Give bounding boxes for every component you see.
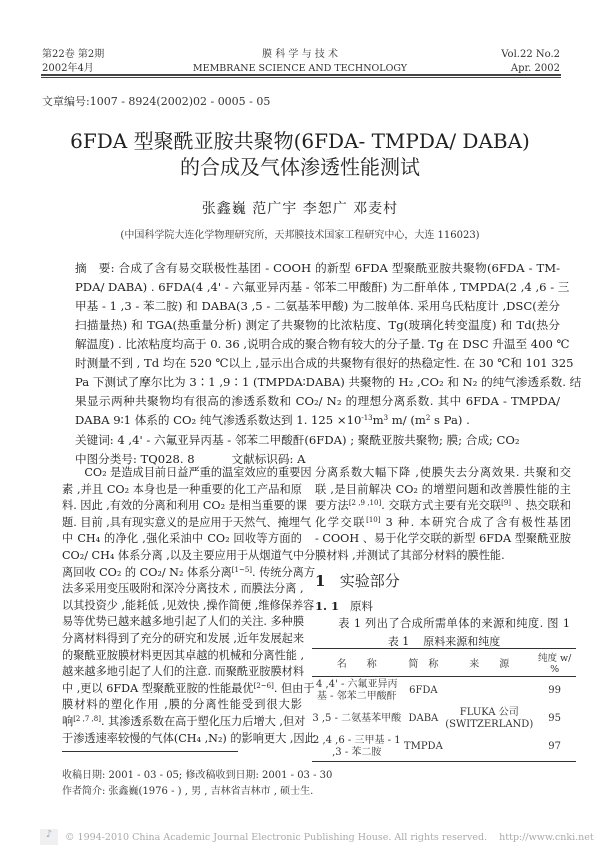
col-header-name: 名 称 (312, 649, 401, 677)
text-line: 越来越多地引起了人们的注意. 而聚酰亚胺膜材料 (62, 665, 305, 679)
text-line: DABA 9∶1 体系的 CO₂ 纯气渗透系数达到 1. $125 \times 10^{-13}m^3$ m/ ($m^2$ s Pa) . (75, 413, 470, 427)
text-line: 素 ,并且 CO₂ 本身也是一种重要的化工产品和原 (62, 482, 302, 496)
volume-issue: 第22卷 第2期 (42, 49, 105, 60)
section-number: 1 (315, 572, 326, 590)
article-number: 文章编号:1007 - 8924(2002)02 - 0005 - 05 (42, 95, 271, 108)
superscript: [1~5] (231, 565, 252, 574)
text-line: 的聚酰亚胺膜材料更因其卓越的机械和分离性能 , (62, 648, 305, 662)
section-title: 实验部分 (339, 572, 400, 590)
authors: 张鑫巍 范广宇 李恕广 邓麦村 (201, 201, 399, 217)
col-header-source: 来 源 (445, 649, 533, 677)
cell-name: 2 ,4 ,6 - 三甲基 - 1 ,3 - 苯二胺 (312, 735, 401, 758)
cell-source (445, 733, 533, 762)
journal-name-en: MEMBRANE SCIENCE AND TECHNOLOGY (192, 63, 408, 74)
text-line: 解温度) . 比浓粘度均高于 0. 36 ,说明合成的聚合物有较大的分子量. Tg 在 DSC 升温至 400 ℃ (75, 337, 570, 351)
subsection-title: 原料 (349, 599, 373, 613)
superscript: 2 (425, 414, 431, 422)
superscript: [2 ,7 ,8] (73, 715, 101, 723)
superscript: [9] (501, 499, 512, 508)
keywords: 关键词: 4 ,4' - 六氟亚异丙基 - 邻苯二甲酸酐(6FDA) ; 聚酰亚胺共聚物; 膜; 合成; CO₂ (75, 433, 520, 447)
text-line: 摘 要: 合成了含有易交联极性基团 - COOH 的新型 6FDA 型聚酰亚胺共聚物(6FDA - TM- (75, 261, 560, 275)
text-line: 化学交联[10] 3 种. 本研究合成了含有极性基团 (315, 515, 571, 529)
cell-abbr: 6FDA (409, 685, 438, 696)
text-line: 法多采用变压吸附和深冷分离技术 , 而膜法分离 , (62, 582, 304, 596)
superscript: [10] (366, 515, 381, 524)
text-line: 扫描量热) 和 TGA(热重量分析) 测定了共聚物的比浓粘度、Tg(玻璃化转变温度) 和 Td(热分 (75, 318, 560, 332)
text-line: PDA/ DABA) . 6FDA(4 ,4' - 六氟亚异丙基 - 邻苯二甲酸酐) 为二酐单体 , TMPDA(2 ,4 ,6 - 三 (75, 280, 570, 294)
table-row (312, 733, 576, 762)
text-line: 易等优势已越来越多地引起了人们的关注. 多种膜 (62, 615, 305, 629)
superscript: [2 ,9 ,10] (348, 499, 382, 508)
col-header-abbr: 简 称 (401, 649, 445, 677)
section-heading-1 (315, 570, 400, 591)
text-line: 膜材料的塑化作用 ,膜的分离性能受到很大影 (62, 698, 302, 712)
col-header-purity: 纯度 w/ % (533, 649, 576, 677)
journal-name-cn: 膜 科 学 与 技 术 (262, 49, 338, 60)
cell-purity: 97 (548, 741, 561, 752)
publication-date: 2002年4月 (42, 63, 94, 74)
table-caption: 表 1 原料来源和纯度 (387, 635, 501, 648)
text-line: 联 ,是目前解决 CO₂ 的增塑问题和改善膜性能的主 (315, 482, 571, 496)
section-text: 表 1 列出了合成所需单体的来源和纯度. 图 1 (315, 617, 570, 630)
text-line: 于渗透速率较慢的气体(CH₄ ,N₂) 的影响更大 ,因此 (62, 731, 316, 745)
subsection-number: 1. 1 (315, 599, 340, 613)
text-line: 膜材料 ,并测试了其部分材料的膜性能. (315, 549, 505, 562)
materials-table (312, 648, 576, 762)
text-line: CO₂/ CH₄ 体系分离 ,以及主要应用于从烟道气中分 (62, 549, 316, 562)
table-row (312, 705, 576, 733)
cell-purity: 99 (548, 685, 561, 696)
text-line: 料. 因此 ,有效的分离和利用 CO₂ 是相当重要的课 (62, 499, 307, 513)
header-rule-thin (41, 77, 561, 78)
text-line: 分离系数大幅下降 ,使膜失去分离效果. 共聚和交 (315, 466, 571, 479)
date-en: Apr. 2002 (510, 63, 560, 74)
text-line: Pa 下测试了摩尔比为 3∶1 ,9∶1 (TMPDA∶DABA) 共聚物的 H₂ ,CO₂ 和 N₂ 的纯气渗透系数. 结 (75, 375, 582, 389)
superscript: 3 (383, 414, 389, 422)
text-line: 甲基 - 1 ,3 - 苯二胺) 和 DABA(3 ,5 - 二氨基苯甲酸) 为二胺单体. 采用乌氏粘度计 ,DSC(差分 (75, 299, 560, 313)
text-line: 题. 目前 ,具有现实意义的是应用于天然气、掩埋气 (62, 515, 312, 529)
text-line: - COOH 、易于化学交联的新型 6FDA 型聚酰亚胺 (315, 532, 571, 546)
table-row (312, 677, 576, 706)
text-line: 中 ,更以 6FDA 型聚酰亚胺的性能最优[2~6]. 但由于 (62, 681, 315, 695)
superscript: [2~6] (253, 681, 274, 690)
footnote-author: 作者简介: 张鑫巍(1976 - ) , 男 , 吉林省吉林市 , 硕士生. (62, 786, 314, 797)
text-line: CO₂ 是造成目前日益严重的温室效应的重要因 (62, 466, 312, 479)
header-rule (41, 74, 561, 76)
footnote-rule (62, 751, 238, 752)
text-line: 果显示两种共聚物均有很高的渗透系数和 CO₂/ N₂ 的理想分离系数. 其中 6FDA - TMPDA/ (75, 394, 560, 408)
cell-source (445, 677, 533, 706)
text-line: 要方法[2 ,9 ,10]. 交联方式主要有光交联[9] 、热交联和 (315, 499, 571, 513)
text-line: 以其投资少 ,能耗低 ,见效快 ,操作简便 ,维修保养容 (62, 598, 315, 612)
text-line: 时测量不到 , Td 均在 520 ℃以上 ,显示出合成的共聚物有很好的热稳定性. 在 30 ℃和 101 325 (75, 356, 574, 370)
section-heading-1-1 (315, 598, 373, 614)
cell-abbr: TMPDA (403, 741, 443, 752)
cell-source: FLUKA 公司 (SWITZERLAND) (445, 707, 534, 730)
cell-name: 4 ,4' - 六氟亚异丙基 - 邻苯二甲酸酐 (315, 679, 398, 702)
cell-purity: 95 (548, 713, 561, 724)
text-line: 响[2 ,7 ,8]. 其渗透系数在高于塑化压力后增大 ,但对 (62, 715, 306, 728)
footnote-dates: 收稿日期: 2001 - 03 - 05; 修改稿收到日期: 2001 - 03 - 30 (62, 770, 333, 781)
text-line: 离回收 CO₂ 的 CO₂/ N₂ 体系分离[1~5]. 传统分离方 (62, 565, 316, 579)
classification: 中图分类号: TQ028. 8 文献标识码: A (75, 452, 306, 466)
superscript: -13 (361, 414, 373, 422)
title-line-2: 的合成及气体渗透性能测试 (180, 155, 420, 179)
publisher-logo-icon: ♪ (40, 829, 58, 845)
affiliation: (中国科学院大连化学物理研究所，天邦膜技术国家工程研究中心，大连 116023) (120, 230, 480, 241)
cell-abbr: DABA (408, 713, 439, 724)
volume-en: Vol.22 No.2 (501, 49, 560, 60)
text-line: 分离材料得到了充分的研究和发展 ,近年发展起来 (62, 632, 305, 645)
cell-name: 3 ,5 - 二氨基苯甲酸 (312, 713, 402, 724)
title-line-1: 6FDA 型聚酰亚胺共聚物(6FDA- TMPDA/ DABA) (70, 129, 530, 153)
copyright-notice: © 1994-2010 China Academic Journal Electronic Publishing House. All rights reserved. http://www.cnki.net (65, 832, 594, 843)
text-line: 中 CH₄ 的净化 ,强化采油中 CO₂ 回收等方面的 (62, 532, 302, 546)
